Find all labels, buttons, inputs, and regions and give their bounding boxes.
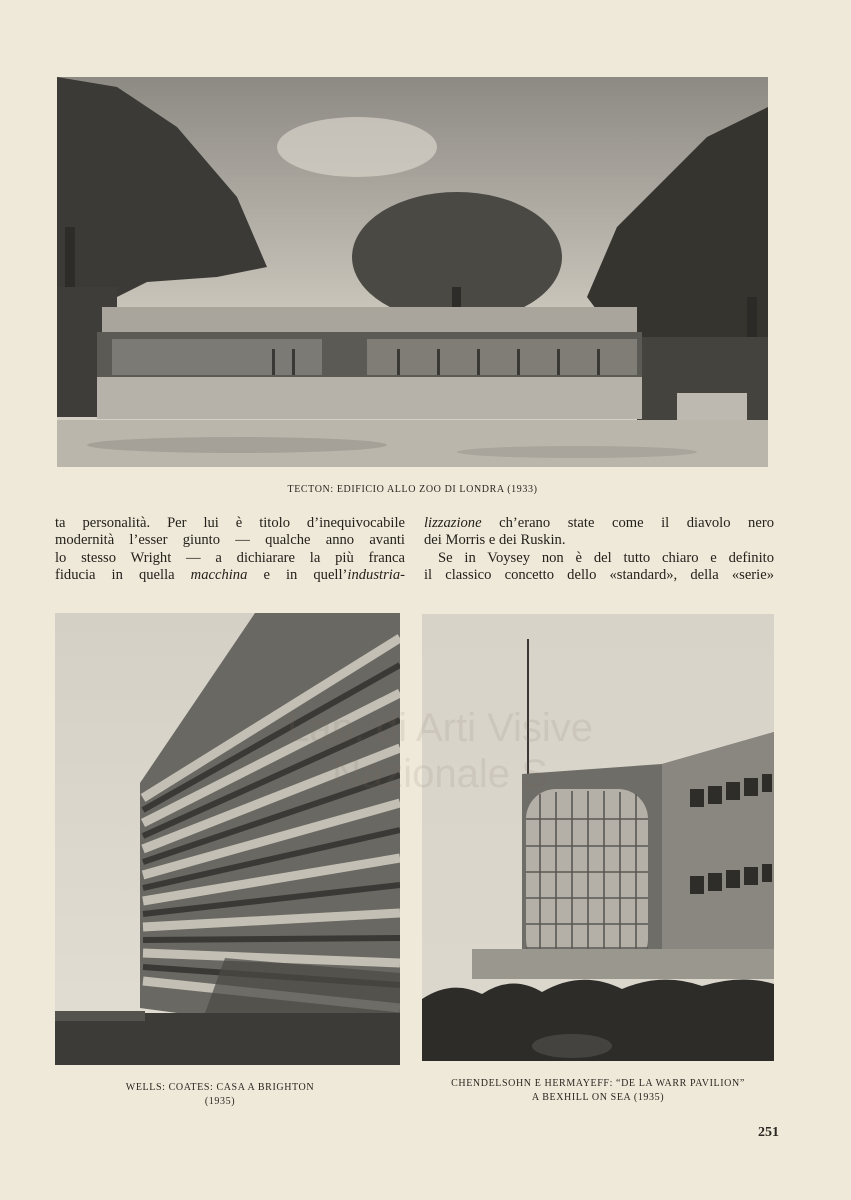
text-span: fiducia in quella <box>55 566 191 583</box>
bottom-right-caption-line1: CHENDELSOHN E HERMAYEFF: “DE LA WARR PAVILION” <box>451 1078 745 1089</box>
text-italic: macchina <box>190 566 248 583</box>
text-line: dei Morris e dei Ruskin. <box>424 532 566 549</box>
text-italic: industria- <box>347 566 405 583</box>
bottom-left-caption-line1: WELLS: COATES: CASA A BRIGHTON <box>125 1082 315 1093</box>
watermark <box>120 705 760 797</box>
de-la-warr-pavilion-photo <box>422 614 774 1061</box>
zoo-building-image <box>57 77 768 467</box>
text-span: e in quell’ <box>247 566 348 583</box>
brighton-house-photo <box>55 613 400 1065</box>
bottom-right-caption <box>418 1077 778 1105</box>
text-column-right <box>424 515 774 584</box>
text-italic: lizzazione <box>424 515 482 531</box>
watermark-line2: Nazionale S <box>332 752 548 796</box>
text-line: modernità l’esser giunto — qualche anno avanti <box>55 532 405 549</box>
de-la-warr-pavilion-image <box>422 614 774 1061</box>
brighton-house-image <box>55 613 400 1065</box>
text-line: Se in Voysey non è del tutto chiaro e definito <box>438 549 774 566</box>
text-line: ta personalità. Per lui è titolo d’inequivocabile <box>55 515 405 531</box>
zoo-building-photo <box>57 77 768 467</box>
page-number: 251 <box>758 1125 779 1140</box>
top-photo-caption-text: TECTON: EDIFICIO ALLO ZOO DI LONDRA (1933) <box>287 484 538 495</box>
top-photo-caption <box>57 483 768 497</box>
text-line: il classico concetto dello «standard», della «serie» <box>424 566 774 583</box>
text-line <box>55 567 405 584</box>
text-line <box>424 515 774 532</box>
watermark-line1: Lab. di Arti Visive <box>286 706 594 750</box>
bottom-left-caption-line2: (1935) <box>204 1096 236 1107</box>
text-column-left <box>55 515 405 584</box>
text-line: lo stesso Wright — a dichiarare la più franca <box>55 549 405 566</box>
bottom-left-caption <box>55 1081 385 1109</box>
text-span: ch’erano state come il diavolo nero <box>481 515 774 531</box>
bottom-right-caption-line2: A BEXHILL ON SEA (1935) <box>531 1092 665 1103</box>
